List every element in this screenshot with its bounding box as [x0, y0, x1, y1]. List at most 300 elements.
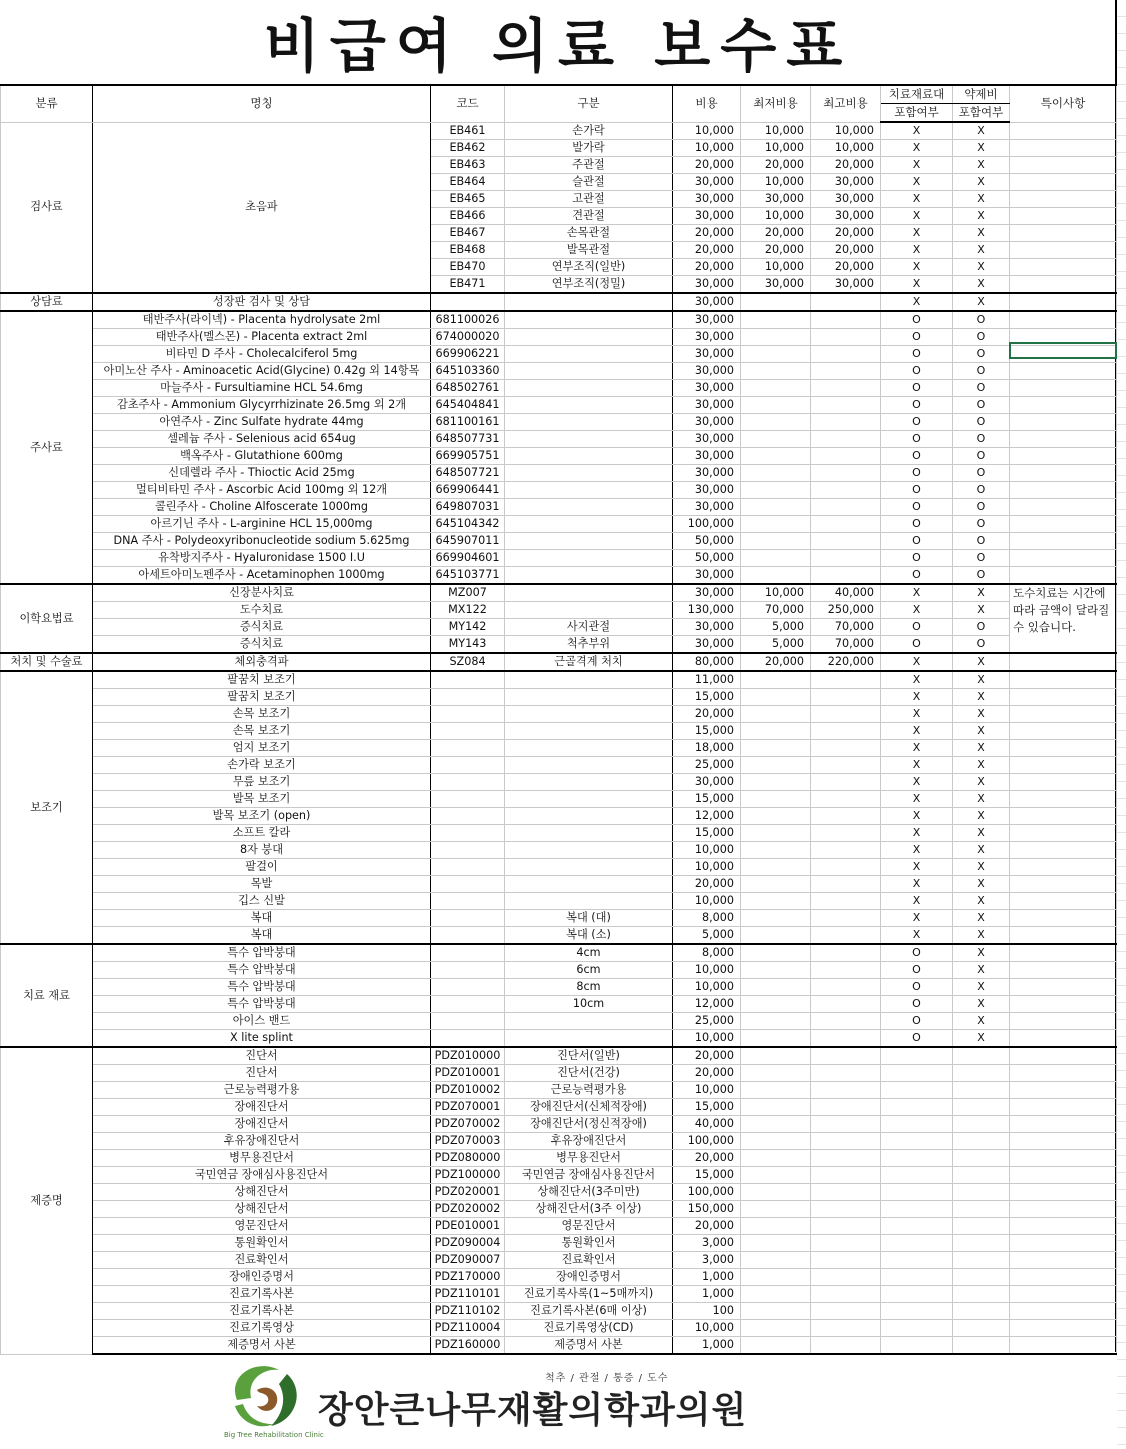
- note-cell[interactable]: [1010, 567, 1117, 585]
- cost-cell[interactable]: 25,000: [673, 1013, 741, 1030]
- code-cell[interactable]: [431, 842, 505, 859]
- name-cell[interactable]: 도수치료: [93, 602, 431, 619]
- max-cost-cell[interactable]: 70,000: [811, 636, 881, 654]
- note-cell[interactable]: [1010, 499, 1117, 516]
- code-cell[interactable]: EB462: [431, 140, 505, 157]
- type-cell[interactable]: 진단서(일반): [505, 1047, 673, 1065]
- drug-included-cell[interactable]: O: [953, 636, 1010, 654]
- note-cell[interactable]: [1010, 1082, 1117, 1099]
- material-included-cell[interactable]: O: [881, 550, 953, 567]
- drug-included-cell[interactable]: X: [953, 825, 1010, 842]
- drug-included-cell[interactable]: [953, 1286, 1010, 1303]
- drug-included-cell[interactable]: O: [953, 550, 1010, 567]
- type-cell[interactable]: [505, 482, 673, 499]
- cost-cell[interactable]: 20,000: [673, 225, 741, 242]
- material-included-cell[interactable]: X: [881, 671, 953, 689]
- max-cost-cell[interactable]: [811, 689, 881, 706]
- min-cost-cell[interactable]: [741, 859, 811, 876]
- note-cell[interactable]: [1010, 740, 1117, 757]
- name-cell[interactable]: 특수 압박붕대: [93, 979, 431, 996]
- note-cell[interactable]: [1010, 380, 1117, 397]
- note-cell[interactable]: [1010, 1201, 1117, 1218]
- name-cell[interactable]: 손가락 보조기: [93, 757, 431, 774]
- code-cell[interactable]: EB470: [431, 259, 505, 276]
- cost-cell[interactable]: 10,000: [673, 1320, 741, 1337]
- material-included-cell[interactable]: [881, 1252, 953, 1269]
- min-cost-cell[interactable]: [741, 1218, 811, 1235]
- material-included-cell[interactable]: X: [881, 293, 953, 311]
- name-cell[interactable]: 증식치료: [93, 619, 431, 636]
- code-cell[interactable]: [431, 671, 505, 689]
- name-cell[interactable]: 병무용진단서: [93, 1150, 431, 1167]
- type-cell[interactable]: 국민연금 장애심사용진단서: [505, 1167, 673, 1184]
- min-cost-cell[interactable]: [741, 533, 811, 550]
- material-included-cell[interactable]: X: [881, 191, 953, 208]
- note-cell[interactable]: [1010, 397, 1117, 414]
- max-cost-cell[interactable]: [811, 723, 881, 740]
- code-cell[interactable]: PDZ110101: [431, 1286, 505, 1303]
- material-included-cell[interactable]: X: [881, 808, 953, 825]
- name-cell[interactable]: 특수 압박붕대: [93, 996, 431, 1013]
- drug-included-cell[interactable]: X: [953, 140, 1010, 157]
- type-cell[interactable]: [505, 363, 673, 380]
- material-included-cell[interactable]: O: [881, 465, 953, 482]
- drug-included-cell[interactable]: X: [953, 225, 1010, 242]
- cost-cell[interactable]: 15,000: [673, 723, 741, 740]
- cost-cell[interactable]: 150,000: [673, 1201, 741, 1218]
- type-cell[interactable]: [505, 311, 673, 329]
- material-included-cell[interactable]: X: [881, 757, 953, 774]
- min-cost-cell[interactable]: [741, 1269, 811, 1286]
- max-cost-cell[interactable]: 30,000: [811, 174, 881, 191]
- type-cell[interactable]: 척추부위: [505, 636, 673, 654]
- cost-cell[interactable]: 20,000: [673, 1218, 741, 1235]
- type-cell[interactable]: [505, 293, 673, 311]
- header-material-bottom[interactable]: 포함여부: [881, 104, 953, 123]
- type-cell[interactable]: 진료확인서: [505, 1252, 673, 1269]
- type-cell[interactable]: [505, 414, 673, 431]
- name-cell[interactable]: 근로능력평가용: [93, 1082, 431, 1099]
- code-cell[interactable]: PDZ020001: [431, 1184, 505, 1201]
- drug-included-cell[interactable]: [953, 1047, 1010, 1065]
- type-cell[interactable]: [505, 499, 673, 516]
- type-cell[interactable]: 연부조직(일반): [505, 259, 673, 276]
- material-included-cell[interactable]: O: [881, 363, 953, 380]
- max-cost-cell[interactable]: [811, 482, 881, 499]
- max-cost-cell[interactable]: [811, 927, 881, 945]
- max-cost-cell[interactable]: [811, 757, 881, 774]
- material-included-cell[interactable]: X: [881, 584, 953, 602]
- type-cell[interactable]: 손가락: [505, 122, 673, 140]
- note-cell[interactable]: [1010, 825, 1117, 842]
- max-cost-cell[interactable]: [811, 363, 881, 380]
- material-included-cell[interactable]: [881, 1082, 953, 1099]
- note-cell[interactable]: [1010, 363, 1117, 380]
- note-cell[interactable]: [1010, 1167, 1117, 1184]
- name-cell[interactable]: 손목 보조기: [93, 723, 431, 740]
- material-included-cell[interactable]: X: [881, 157, 953, 174]
- code-cell[interactable]: [431, 740, 505, 757]
- drug-included-cell[interactable]: O: [953, 311, 1010, 329]
- material-included-cell[interactable]: O: [881, 619, 953, 636]
- max-cost-cell[interactable]: [811, 1218, 881, 1235]
- code-cell[interactable]: EB466: [431, 208, 505, 225]
- drug-included-cell[interactable]: X: [953, 876, 1010, 893]
- type-cell[interactable]: 제증명서 사본: [505, 1337, 673, 1355]
- max-cost-cell[interactable]: [811, 825, 881, 842]
- min-cost-cell[interactable]: [741, 448, 811, 465]
- code-cell[interactable]: PDZ160000: [431, 1337, 505, 1355]
- name-cell[interactable]: 발목 보조기: [93, 791, 431, 808]
- material-included-cell[interactable]: X: [881, 653, 953, 671]
- material-included-cell[interactable]: [881, 1303, 953, 1320]
- drug-included-cell[interactable]: [953, 1184, 1010, 1201]
- code-cell[interactable]: [431, 791, 505, 808]
- material-included-cell[interactable]: [881, 1065, 953, 1082]
- max-cost-cell[interactable]: [811, 979, 881, 996]
- max-cost-cell[interactable]: [811, 1150, 881, 1167]
- min-cost-cell[interactable]: [741, 1082, 811, 1099]
- type-cell[interactable]: 병무용진단서: [505, 1150, 673, 1167]
- drug-included-cell[interactable]: [953, 1150, 1010, 1167]
- material-included-cell[interactable]: X: [881, 723, 953, 740]
- type-cell[interactable]: [505, 757, 673, 774]
- max-cost-cell[interactable]: [811, 293, 881, 311]
- max-cost-cell[interactable]: [811, 910, 881, 927]
- code-cell[interactable]: [431, 859, 505, 876]
- type-cell[interactable]: [505, 808, 673, 825]
- code-cell[interactable]: PDZ010001: [431, 1065, 505, 1082]
- name-cell[interactable]: 아세트아미노펜주사 - Acetaminophen 1000mg: [93, 567, 431, 585]
- cost-cell[interactable]: 10,000: [673, 962, 741, 979]
- min-cost-cell[interactable]: [741, 1201, 811, 1218]
- code-cell[interactable]: EB468: [431, 242, 505, 259]
- code-cell[interactable]: 674000020: [431, 329, 505, 346]
- note-cell[interactable]: [1010, 706, 1117, 723]
- material-included-cell[interactable]: X: [881, 927, 953, 945]
- max-cost-cell[interactable]: [811, 1116, 881, 1133]
- drug-included-cell[interactable]: [953, 1218, 1010, 1235]
- type-cell[interactable]: [505, 825, 673, 842]
- cost-cell[interactable]: 100: [673, 1303, 741, 1320]
- max-cost-cell[interactable]: [811, 380, 881, 397]
- cost-cell[interactable]: 50,000: [673, 550, 741, 567]
- min-cost-cell[interactable]: 30,000: [741, 276, 811, 294]
- min-cost-cell[interactable]: [741, 293, 811, 311]
- material-included-cell[interactable]: X: [881, 242, 953, 259]
- name-cell[interactable]: 장애인증명서: [93, 1269, 431, 1286]
- code-cell[interactable]: [431, 1030, 505, 1048]
- min-cost-cell[interactable]: [741, 910, 811, 927]
- max-cost-cell[interactable]: 10,000: [811, 140, 881, 157]
- type-cell[interactable]: 복대 (소): [505, 927, 673, 945]
- note-cell[interactable]: [1010, 1235, 1117, 1252]
- header-drug-top[interactable]: 약제비: [953, 85, 1010, 104]
- min-cost-cell[interactable]: [741, 311, 811, 329]
- material-included-cell[interactable]: [881, 1047, 953, 1065]
- min-cost-cell[interactable]: [741, 689, 811, 706]
- drug-included-cell[interactable]: [953, 1167, 1010, 1184]
- material-included-cell[interactable]: O: [881, 380, 953, 397]
- code-cell[interactable]: MZ007: [431, 584, 505, 602]
- max-cost-cell[interactable]: [811, 499, 881, 516]
- max-cost-cell[interactable]: [811, 893, 881, 910]
- name-cell[interactable]: 통원확인서: [93, 1235, 431, 1252]
- code-cell[interactable]: PDZ110004: [431, 1320, 505, 1337]
- material-included-cell[interactable]: O: [881, 533, 953, 550]
- type-cell[interactable]: [505, 584, 673, 602]
- max-cost-cell[interactable]: 20,000: [811, 225, 881, 242]
- cost-cell[interactable]: 10,000: [673, 1082, 741, 1099]
- max-cost-cell[interactable]: 10,000: [811, 122, 881, 140]
- max-cost-cell[interactable]: [811, 1303, 881, 1320]
- cost-cell[interactable]: 30,000: [673, 448, 741, 465]
- note-cell[interactable]: [1010, 1303, 1117, 1320]
- code-cell[interactable]: PDZ110102: [431, 1303, 505, 1320]
- material-included-cell[interactable]: O: [881, 346, 953, 363]
- type-cell[interactable]: [505, 1030, 673, 1048]
- drug-included-cell[interactable]: [953, 1099, 1010, 1116]
- material-included-cell[interactable]: [881, 1218, 953, 1235]
- type-cell[interactable]: [505, 448, 673, 465]
- drug-included-cell[interactable]: O: [953, 482, 1010, 499]
- min-cost-cell[interactable]: [741, 1167, 811, 1184]
- note-cell[interactable]: [1010, 757, 1117, 774]
- material-included-cell[interactable]: [881, 1337, 953, 1355]
- category-cell[interactable]: 제증명: [1, 1047, 93, 1354]
- name-cell[interactable]: 목발: [93, 876, 431, 893]
- type-cell[interactable]: 진료기록영상(CD): [505, 1320, 673, 1337]
- max-cost-cell[interactable]: [811, 329, 881, 346]
- type-cell[interactable]: [505, 516, 673, 533]
- name-cell[interactable]: 손목 보조기: [93, 706, 431, 723]
- type-cell[interactable]: [505, 567, 673, 585]
- cost-cell[interactable]: 10,000: [673, 140, 741, 157]
- min-cost-cell[interactable]: [741, 927, 811, 945]
- drug-included-cell[interactable]: X: [953, 122, 1010, 140]
- cost-cell[interactable]: 20,000: [673, 1065, 741, 1082]
- material-included-cell[interactable]: O: [881, 636, 953, 654]
- header-type[interactable]: 구분: [505, 85, 673, 122]
- material-included-cell[interactable]: O: [881, 499, 953, 516]
- category-cell[interactable]: 상담료: [1, 293, 93, 311]
- drug-included-cell[interactable]: X: [953, 996, 1010, 1013]
- code-cell[interactable]: PDZ090007: [431, 1252, 505, 1269]
- type-cell[interactable]: 8cm: [505, 979, 673, 996]
- code-cell[interactable]: PDZ070002: [431, 1116, 505, 1133]
- max-cost-cell[interactable]: 30,000: [811, 191, 881, 208]
- name-cell[interactable]: 진료기록사본: [93, 1286, 431, 1303]
- drug-included-cell[interactable]: X: [953, 910, 1010, 927]
- cost-cell[interactable]: 30,000: [673, 174, 741, 191]
- name-cell[interactable]: 백옥주사 - Glutathione 600mg: [93, 448, 431, 465]
- cost-cell[interactable]: 30,000: [673, 774, 741, 791]
- min-cost-cell[interactable]: [741, 808, 811, 825]
- name-cell[interactable]: 제증명서 사본: [93, 1337, 431, 1355]
- material-included-cell[interactable]: X: [881, 893, 953, 910]
- material-included-cell[interactable]: X: [881, 825, 953, 842]
- category-cell[interactable]: 주사료: [1, 311, 93, 584]
- code-cell[interactable]: EB461: [431, 122, 505, 140]
- code-cell[interactable]: 645103771: [431, 567, 505, 585]
- drug-included-cell[interactable]: X: [953, 808, 1010, 825]
- material-included-cell[interactable]: X: [881, 910, 953, 927]
- drug-included-cell[interactable]: [953, 1082, 1010, 1099]
- type-cell[interactable]: [505, 550, 673, 567]
- min-cost-cell[interactable]: 10,000: [741, 259, 811, 276]
- drug-included-cell[interactable]: X: [953, 893, 1010, 910]
- code-cell[interactable]: SZ084: [431, 653, 505, 671]
- type-cell[interactable]: [505, 791, 673, 808]
- code-cell[interactable]: PDZ070003: [431, 1133, 505, 1150]
- name-cell[interactable]: 영문진단서: [93, 1218, 431, 1235]
- min-cost-cell[interactable]: [741, 431, 811, 448]
- min-cost-cell[interactable]: [741, 825, 811, 842]
- note-cell[interactable]: [1010, 893, 1117, 910]
- code-cell[interactable]: [431, 293, 505, 311]
- material-included-cell[interactable]: X: [881, 689, 953, 706]
- note-cell[interactable]: [1010, 1133, 1117, 1150]
- min-cost-cell[interactable]: [741, 1133, 811, 1150]
- cost-cell[interactable]: 30,000: [673, 191, 741, 208]
- max-cost-cell[interactable]: [811, 859, 881, 876]
- type-cell[interactable]: [505, 602, 673, 619]
- type-cell[interactable]: 주관절: [505, 157, 673, 174]
- drug-included-cell[interactable]: X: [953, 671, 1010, 689]
- material-included-cell[interactable]: [881, 1184, 953, 1201]
- type-cell[interactable]: [505, 842, 673, 859]
- note-cell[interactable]: [1010, 1030, 1117, 1048]
- name-cell[interactable]: X lite splint: [93, 1030, 431, 1048]
- min-cost-cell[interactable]: [741, 1116, 811, 1133]
- note-cell[interactable]: [1010, 208, 1117, 225]
- max-cost-cell[interactable]: [811, 706, 881, 723]
- name-cell[interactable]: 초음파: [93, 122, 431, 293]
- type-cell[interactable]: [505, 774, 673, 791]
- header-cost[interactable]: 비용: [673, 85, 741, 122]
- header-name[interactable]: 명칭: [93, 85, 431, 122]
- material-included-cell[interactable]: X: [881, 859, 953, 876]
- drug-included-cell[interactable]: X: [953, 842, 1010, 859]
- code-cell[interactable]: 649807031: [431, 499, 505, 516]
- note-cell[interactable]: [1010, 157, 1117, 174]
- cost-cell[interactable]: 1,000: [673, 1269, 741, 1286]
- note-cell[interactable]: [1010, 808, 1117, 825]
- material-included-cell[interactable]: X: [881, 842, 953, 859]
- material-included-cell[interactable]: X: [881, 259, 953, 276]
- drug-included-cell[interactable]: O: [953, 329, 1010, 346]
- type-cell[interactable]: [505, 1013, 673, 1030]
- code-cell[interactable]: [431, 910, 505, 927]
- name-cell[interactable]: 진단서: [93, 1065, 431, 1082]
- max-cost-cell[interactable]: [811, 1167, 881, 1184]
- cost-cell[interactable]: 20,000: [673, 1047, 741, 1065]
- max-cost-cell[interactable]: [811, 774, 881, 791]
- min-cost-cell[interactable]: [741, 1150, 811, 1167]
- max-cost-cell[interactable]: 40,000: [811, 584, 881, 602]
- cost-cell[interactable]: 30,000: [673, 584, 741, 602]
- drug-included-cell[interactable]: O: [953, 533, 1010, 550]
- min-cost-cell[interactable]: [741, 723, 811, 740]
- min-cost-cell[interactable]: [741, 465, 811, 482]
- code-cell[interactable]: [431, 944, 505, 962]
- max-cost-cell[interactable]: [811, 1269, 881, 1286]
- header-drug-bottom[interactable]: 포함여부: [953, 104, 1010, 123]
- material-included-cell[interactable]: X: [881, 876, 953, 893]
- min-cost-cell[interactable]: [741, 1184, 811, 1201]
- min-cost-cell[interactable]: [741, 996, 811, 1013]
- note-cell[interactable]: [1010, 1286, 1117, 1303]
- max-cost-cell[interactable]: 220,000: [811, 653, 881, 671]
- drug-included-cell[interactable]: X: [953, 1030, 1010, 1048]
- material-included-cell[interactable]: X: [881, 208, 953, 225]
- drug-included-cell[interactable]: O: [953, 397, 1010, 414]
- cost-cell[interactable]: 15,000: [673, 1099, 741, 1116]
- max-cost-cell[interactable]: [811, 533, 881, 550]
- max-cost-cell[interactable]: [811, 448, 881, 465]
- drug-included-cell[interactable]: X: [953, 157, 1010, 174]
- cost-cell[interactable]: 80,000: [673, 653, 741, 671]
- cost-cell[interactable]: 10,000: [673, 859, 741, 876]
- cost-cell[interactable]: 30,000: [673, 414, 741, 431]
- min-cost-cell[interactable]: [741, 962, 811, 979]
- name-cell[interactable]: 장애진단서: [93, 1099, 431, 1116]
- max-cost-cell[interactable]: [811, 876, 881, 893]
- min-cost-cell[interactable]: [741, 567, 811, 585]
- drug-included-cell[interactable]: [953, 1269, 1010, 1286]
- max-cost-cell[interactable]: [811, 671, 881, 689]
- note-cell[interactable]: [1010, 1269, 1117, 1286]
- cost-cell[interactable]: 30,000: [673, 311, 741, 329]
- cost-cell[interactable]: 30,000: [673, 482, 741, 499]
- material-included-cell[interactable]: [881, 1116, 953, 1133]
- cost-cell[interactable]: 10,000: [673, 1030, 741, 1048]
- cost-cell[interactable]: 30,000: [673, 465, 741, 482]
- type-cell[interactable]: 근골격계 처치: [505, 653, 673, 671]
- drug-included-cell[interactable]: X: [953, 791, 1010, 808]
- drug-included-cell[interactable]: O: [953, 448, 1010, 465]
- material-included-cell[interactable]: X: [881, 740, 953, 757]
- header-category[interactable]: 분류: [1, 85, 93, 122]
- name-cell[interactable]: 깁스 신발: [93, 893, 431, 910]
- cost-cell[interactable]: 30,000: [673, 276, 741, 294]
- cost-cell[interactable]: 20,000: [673, 706, 741, 723]
- name-cell[interactable]: 진료기록영상: [93, 1320, 431, 1337]
- material-included-cell[interactable]: O: [881, 311, 953, 329]
- name-cell[interactable]: 유착방지주사 - Hyaluronidase 1500 I.U: [93, 550, 431, 567]
- type-cell[interactable]: 발가락: [505, 140, 673, 157]
- max-cost-cell[interactable]: [811, 944, 881, 962]
- min-cost-cell[interactable]: 10,000: [741, 122, 811, 140]
- min-cost-cell[interactable]: [741, 944, 811, 962]
- material-included-cell[interactable]: [881, 1167, 953, 1184]
- cost-cell[interactable]: 20,000: [673, 876, 741, 893]
- min-cost-cell[interactable]: 20,000: [741, 242, 811, 259]
- code-cell[interactable]: PDZ090004: [431, 1235, 505, 1252]
- code-cell[interactable]: MX122: [431, 602, 505, 619]
- name-cell[interactable]: 성장판 검사 및 상담: [93, 293, 431, 311]
- max-cost-cell[interactable]: [811, 791, 881, 808]
- min-cost-cell[interactable]: [741, 414, 811, 431]
- name-cell[interactable]: 특수 압박붕대: [93, 962, 431, 979]
- min-cost-cell[interactable]: [741, 757, 811, 774]
- min-cost-cell[interactable]: 10,000: [741, 140, 811, 157]
- cost-cell[interactable]: 20,000: [673, 242, 741, 259]
- type-cell[interactable]: 장애인증명서: [505, 1269, 673, 1286]
- material-included-cell[interactable]: O: [881, 996, 953, 1013]
- cost-cell[interactable]: 30,000: [673, 363, 741, 380]
- name-cell[interactable]: 체외충격파: [93, 653, 431, 671]
